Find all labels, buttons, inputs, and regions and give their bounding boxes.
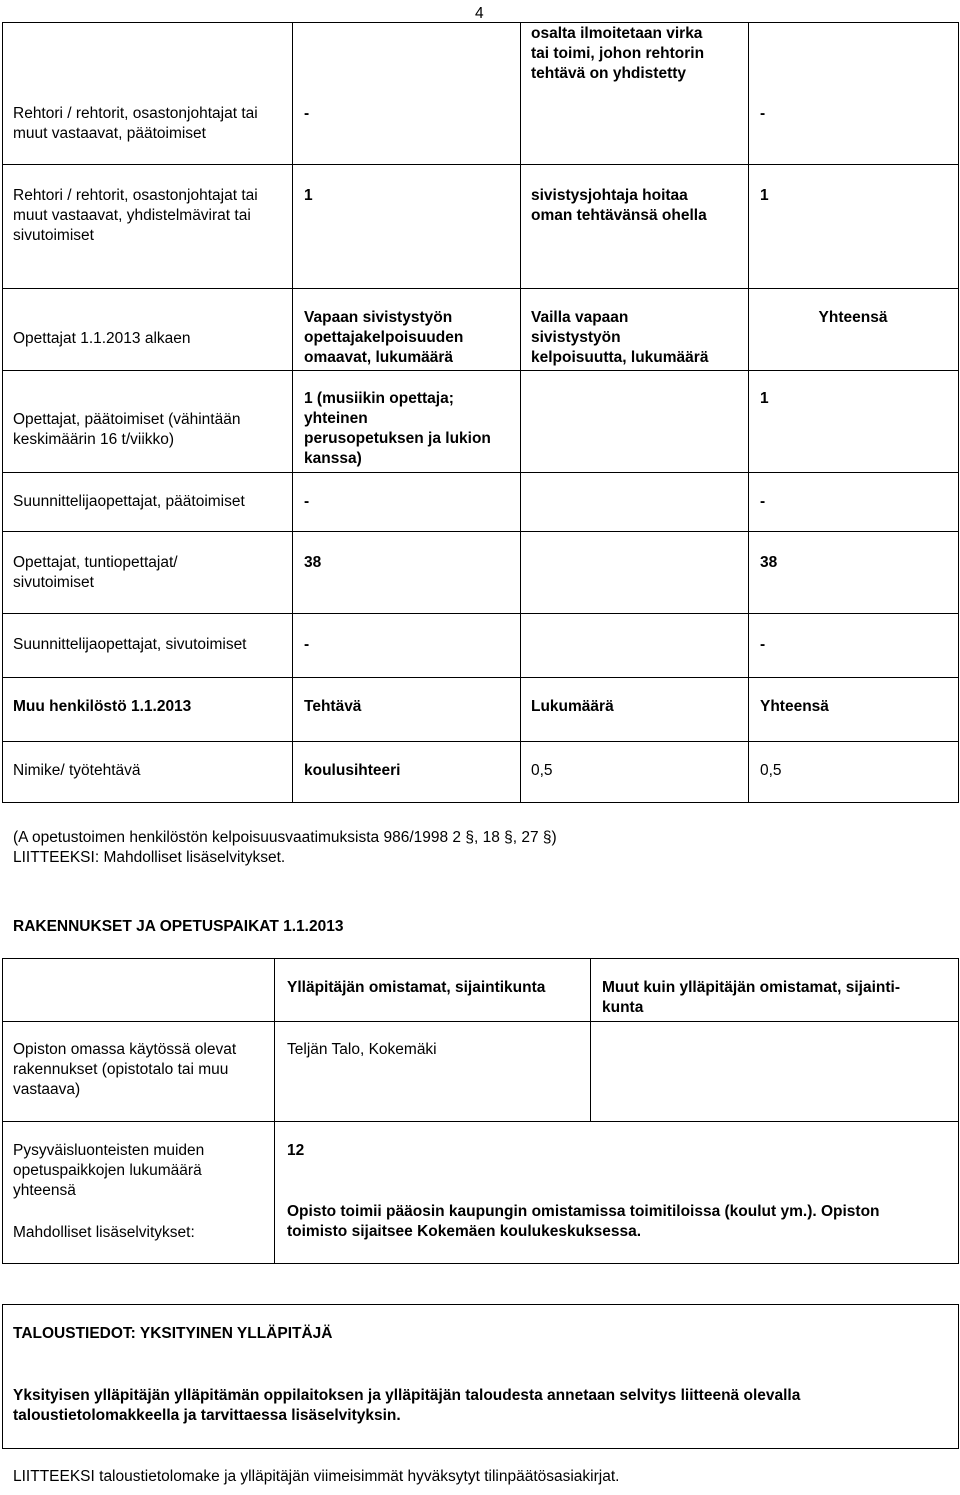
teachers-header-label: Opettajat 1.1.2013 alkaen [13,330,191,347]
other-staff-header-count: Lukumäärä [531,698,614,715]
planners-fulltime-total: - [760,493,766,510]
teachers-parttime-label: Opettajat, tuntiopettajat/ sivutoimiset [13,554,178,591]
other-staff-header-task: Tehtävä [304,698,362,715]
buildings-own-use-value: Teljän Talo, Kokemäki [287,1041,437,1058]
buildings-header-other: Muut kuin ylläpitäjän omistamat, sijainti- kunta [602,979,900,1016]
finance-title: TALOUSTIEDOT: YKSITYINEN YLLÄPITÄJÄ [13,1325,333,1342]
buildings-extra-value: Opisto toimii pääosin kaupungin omistamissa toimitiloissa (koulut ym.). Opiston toimisto sijaitsee Kokemäen koulukeskuksessa. [287,1203,880,1240]
rector-parttime-count: 1 [304,187,313,204]
rector-note-cell: osalta ilmoitetaan virka tai toimi, johon rehtorin tehtävä on yhdistetty [531,25,705,82]
teachers-fulltime-total: 1 [760,390,769,407]
other-staff-header-label: Muu henkilöstö 1.1.2013 [13,698,192,715]
page-number: 4 [475,5,484,22]
teachers-fulltime-label: Opettajat, päätoimiset (vähintään keskimäärin 16 t/viikko) [13,411,241,448]
other-staff-row-total: 0,5 [760,762,782,779]
other-staff-header-total: Yhteensä [760,698,829,715]
rector-fulltime-total: - [760,105,766,122]
planners-fulltime-label: Suunnittelijaopettajat, päätoimiset [13,493,245,510]
buildings-extra-label: Mahdolliset lisäselvitykset: [13,1224,195,1241]
rector-parttime-total: 1 [760,187,769,204]
other-staff-row-count: 0,5 [531,762,553,779]
buildings-own-use-label: Opiston omassa käytössä olevat rakennukset (opistotalo tai muu vastaava) [13,1041,237,1098]
rector-fulltime-label: Rehtori / rehtorit, osastonjohtajat tai muut vastaavat, päätoimiset [13,105,258,142]
teaching-locations-count: 12 [287,1142,305,1159]
teachers-parttime-qualified: 38 [304,554,322,571]
other-staff-row-task: koulusihteeri [304,762,401,779]
rector-parttime-note: sivistysjohtaja hoitaa oman tehtävänsä ohella [531,187,707,224]
teachers-parttime-total: 38 [760,554,778,571]
planners-parttime-total: - [760,636,766,653]
planners-fulltime-qualified: - [304,493,310,510]
teachers-header-unqualified: Vailla vapaan sivistystyön kelpoisuutta, lukumäärä [531,309,709,366]
teachers-header-total: Yhteensä [818,309,888,326]
attachments-note: LIITTEEKSI: Mahdolliset lisäselvitykset. [13,849,286,866]
finance-attachment-note: LIITTEEKSI taloustietolomake ja ylläpitäjän viimeisimmät hyväksytyt tilinpäätösasiakirjat. [13,1468,620,1485]
planners-parttime-label: Suunnittelijaopettajat, sivutoimiset [13,636,247,653]
rector-fulltime-count: - [304,105,310,122]
rector-parttime-label: Rehtori / rehtorit, osastonjohtajat tai muut vastaavat, yhdistelmävirat tai sivutoimiset [13,187,258,244]
other-staff-row-label: Nimike/ työtehtävä [13,762,141,779]
teachers-header-qualified: Vapaan sivistystyön opettajakelpoisuuden omaavat, lukumäärä [304,309,464,366]
teaching-locations-label: Pysyväisluonteisten muiden opetuspaikkojen lukumäärä yhteensä [13,1142,205,1199]
teachers-fulltime-qualified: 1 (musiikin opettaja; yhteinen perusopetuksen ja lukion kanssa) [304,390,491,467]
buildings-header-owned: Ylläpitäjän omistamat, sijaintikunta [287,979,546,996]
finance-text: Yksityisen ylläpitäjän ylläpitämän oppilaitoksen ja ylläpitäjän taloudesta annetaan selvitys liitteenä olevalla taloustietolomakkeella ja tarvittaessa lisäselvityksin. [13,1387,801,1424]
buildings-title: RAKENNUKSET JA OPETUSPAIKAT 1.1.2013 [13,918,344,935]
qualification-note: (A opetustoimen henkilöstön kelpoisuusvaatimuksista 986/1998 2 §, 18 §, 27 §) [13,829,557,846]
planners-parttime-qualified: - [304,636,310,653]
